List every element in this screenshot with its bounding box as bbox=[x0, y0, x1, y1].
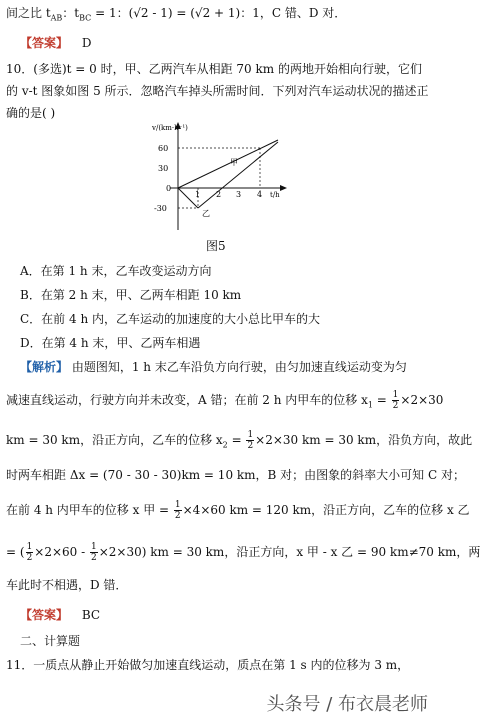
fraction-half: $\frac{1}{2}$ bbox=[392, 390, 399, 411]
y-axis-label: v/(km·h⁻¹) bbox=[152, 124, 188, 132]
analysis-line-4: 时两车相距 Δx = (70 - 30 - 30)km = 10 km，B 对；由图象的斜率大小可知 C 对； bbox=[6, 468, 465, 482]
analysis-line-5: 在前 4 h 内甲车的位移 x 甲 = $\frac{1}{2}$ ×4×60 km = 120 km，沿正方向，乙车的位移 x 乙 bbox=[6, 500, 470, 521]
analysis-line-7: 车此时不相遇，D 错． bbox=[6, 578, 128, 592]
analysis-line-6: = ( $\frac{1}{2}$ ×2×60 - $\frac{1}{2}$ ×2×30) km = 30 km，沿正方向，x 甲 - x 乙 = 90 km≠70 km，两 bbox=[6, 542, 480, 563]
question-10-line-1: 10．(多选)t = 0 时，甲、乙两汽车从相距 70 km 的两地开始相向行驶，它们 bbox=[6, 62, 422, 76]
answer-label: 【答案】 bbox=[20, 36, 69, 50]
question-10-line-2: 的 v-t 图象如图 5 所示．忽略汽车掉头所需时间．下列对汽车运动状况的描述正 bbox=[6, 84, 429, 98]
answer-value: BC bbox=[81, 608, 101, 622]
x-tick-label: 4 bbox=[257, 190, 263, 199]
option-b: B．在第 2 h 末，甲、乙两车相距 10 km bbox=[20, 288, 242, 302]
fraction-half: $\frac{1}{2}$ bbox=[26, 542, 33, 563]
answer-line bbox=[20, 34, 91, 51]
x-tick-label: 3 bbox=[236, 190, 242, 199]
answer-line bbox=[20, 606, 100, 623]
analysis-line-3: km = 30 km，沿正方向，乙车的位移 $x_2$ = $\frac{1}{2}$ ×2×30 km = 30 km，沿负方向，故此 bbox=[6, 430, 473, 451]
answer-value: D bbox=[81, 36, 92, 50]
answer-label: 【答案】 bbox=[20, 608, 69, 622]
analysis-line-2: 减速直线运动，行驶方向并未改变，A 错；在前 2 h 内甲车的位移 $x_1$ = $\frac{1}{2}$ ×2×30 bbox=[6, 390, 444, 411]
y-tick-label: 60 bbox=[158, 144, 169, 153]
option-d: D．在第 4 h 末，甲、乙两车相遇 bbox=[20, 336, 201, 350]
fraction-half: $\frac{1}{2}$ bbox=[174, 500, 181, 521]
y-tick-label: 0 bbox=[166, 184, 172, 193]
question-10-line-3: 确的是( ) bbox=[6, 106, 56, 120]
y-tick-label: 30 bbox=[158, 164, 169, 173]
text-line: 间之比 $t_{AB}$：$t_{BC} = 1$：(√2 - 1) = (√2 + 1)：1，C 错、D 对． bbox=[6, 6, 347, 23]
option-c: C．在前 4 h 内，乙车运动的加速度的大小总比甲车的大 bbox=[20, 312, 320, 326]
watermark: 头条号 / 布衣晨老师 bbox=[266, 694, 428, 715]
series-label-yi: 乙 bbox=[202, 209, 210, 218]
analysis-line-1: 【解析】 由题图知，1 h 末乙车沿负方向行驶，由匀加速直线运动变为匀 bbox=[20, 360, 407, 374]
figure-caption: 图5 bbox=[206, 239, 226, 253]
section-heading: 二、计算题 bbox=[20, 634, 81, 648]
option-a: A．在第 1 h 末，乙车改变运动方向 bbox=[20, 264, 212, 278]
y-tick-label: -30 bbox=[154, 204, 167, 213]
analysis-label: 【解析】 bbox=[20, 360, 69, 374]
series-label-jia: 甲 bbox=[230, 158, 238, 167]
x-axis-label: t/h bbox=[270, 191, 280, 199]
question-11-line: 11．一质点从静止开始做匀加速直线运动，质点在第 1 s 内的位移为 3 m， bbox=[6, 658, 410, 672]
fraction-half: $\frac{1}{2}$ bbox=[247, 430, 254, 451]
x-tick-label: 2 bbox=[216, 190, 222, 199]
fraction-half: $\frac{1}{2}$ bbox=[91, 542, 97, 563]
vt-graph-figure bbox=[150, 120, 290, 235]
x-tick-label: 1 bbox=[195, 190, 201, 199]
